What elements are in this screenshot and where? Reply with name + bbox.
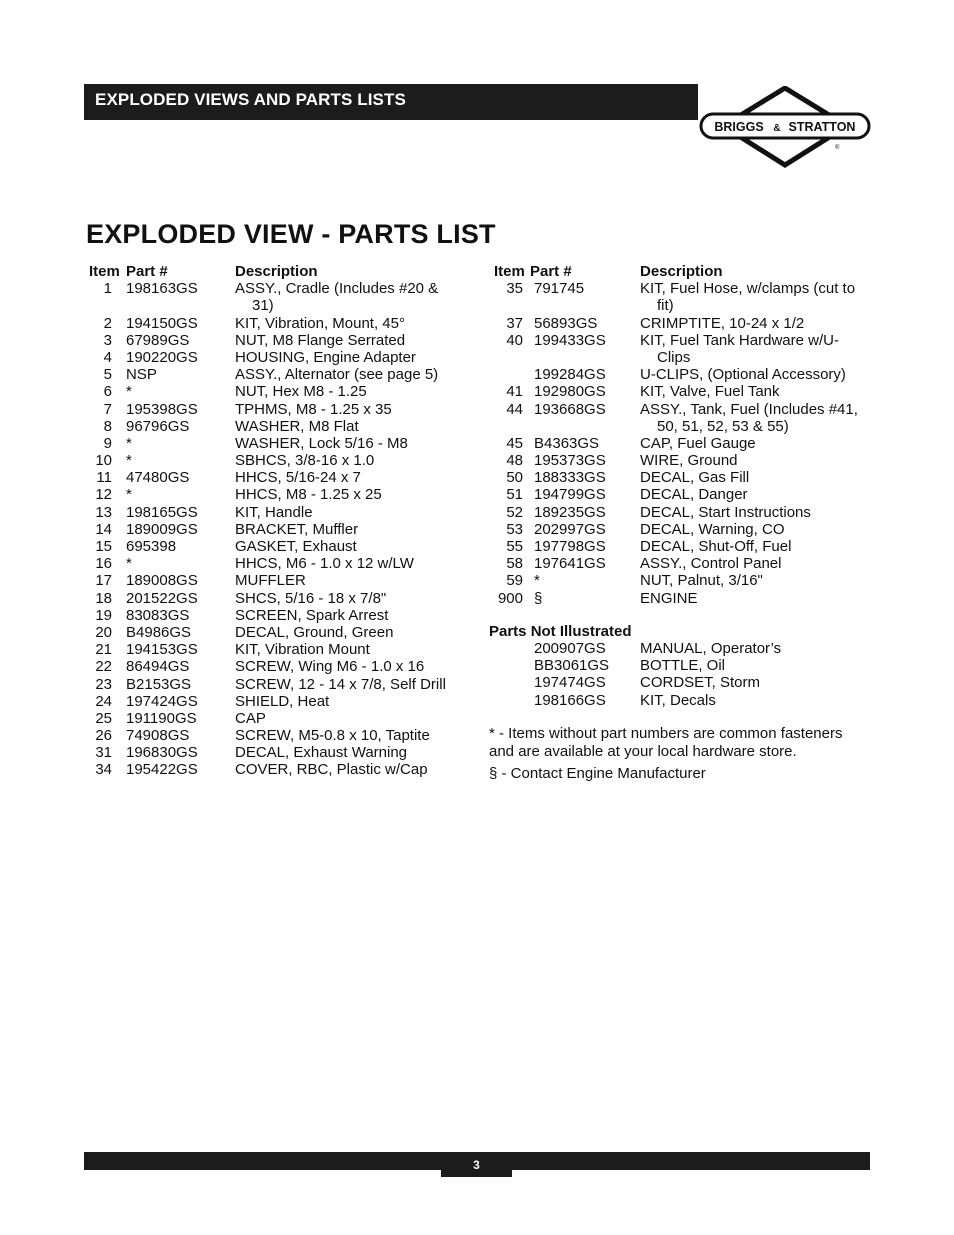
part-number: 189009GS [126,520,198,538]
part-number: 96796GS [126,417,190,435]
part-number: * [126,452,132,470]
table-row [84,332,464,349]
part-number: 201522GS [126,589,198,607]
logo-text-left: BRIGGS [714,120,764,134]
table-row [489,555,879,572]
part-number: 188333GS [534,469,606,487]
description-line: SCREW, Wing M6 - 1.0 x 16 [235,658,425,676]
part-description [640,469,749,486]
logo-ampersand: & [773,123,781,134]
item-number: 31 [95,744,112,762]
fasteners-note: * - Items without part numbers are common fasteners and are available at your local hardware store. [489,725,843,760]
part-number: 195422GS [126,761,198,779]
part-number: 199284GS [534,366,606,384]
part-description: CORDSET, Storm [640,674,761,692]
part-number: * [534,572,540,590]
item-number: 23 [95,675,112,693]
header-description: Description [640,263,723,280]
part-number: 194150GS [126,314,198,332]
header-bar [84,84,698,120]
description-line: WASHER, Lock 5/16 - M8 [235,434,408,452]
part-number: * [126,555,132,573]
description-line: NUT, Palnut, 3/16" [640,572,763,590]
part-number: 189008GS [126,572,198,590]
part-description [235,418,359,435]
item-number: 900 [497,589,523,607]
table-row [84,280,464,314]
item-number: 12 [95,486,112,504]
description-line: HHCS, M8 - 1.25 x 25 [235,486,382,504]
part-description [640,315,804,332]
header-item: Item [89,263,120,280]
page-number: 3 [473,1158,480,1172]
table-row [489,572,879,589]
table-row [84,383,464,400]
table-row [84,676,464,693]
table-row [84,658,464,675]
item-number: 20 [95,623,112,641]
description-line: HHCS, 5/16-24 x 7 [235,469,361,487]
part-description [640,538,791,555]
description-line: CRIMPTITE, 10-24 x 1/2 [640,314,805,332]
part-description [235,607,388,624]
description-line: CAP [235,709,266,727]
part-description [235,624,393,641]
registered-mark: ® [835,145,840,151]
table-row [489,469,879,486]
table-row [84,469,464,486]
description-line: ASSY., Alternator (see page 5) [235,366,439,384]
table-row [84,572,464,589]
table-row [489,486,879,503]
description-line: KIT, Fuel Hose, w/clamps (cut to [640,280,856,298]
part-description [235,486,382,503]
description-continuation: fit) [657,297,674,315]
part-number: 202997GS [534,520,606,538]
part-number: 197424GS [126,692,198,710]
item-number: 7 [103,400,112,418]
table-row [84,727,464,744]
part-number: 192980GS [534,383,606,401]
part-description [235,727,430,744]
description-line: ASSY., Control Panel [640,555,782,573]
header-part: Part # [530,263,572,280]
description-continuation: Clips [657,348,691,366]
item-number: 50 [506,469,523,487]
part-number: 189235GS [534,503,606,521]
description-line: KIT, Vibration, Mount, 45° [235,314,405,332]
part-description [235,676,446,693]
table-row [489,280,879,314]
table-row [489,538,879,555]
part-number: * [126,486,132,504]
part-description [235,572,306,589]
item-number: 26 [95,727,112,745]
item-number: 8 [103,417,112,435]
part-description [235,710,266,727]
description-line: DECAL, Shut-Off, Fuel [640,538,792,556]
description-line: DECAL, Danger [640,486,748,504]
item-number: 3 [103,331,112,349]
description-line: WIRE, Ground [640,452,738,470]
description-line: HHCS, M6 - 1.0 x 12 w/LW [235,555,414,573]
item-number: 15 [95,538,112,556]
part-number: 194153GS [126,641,198,659]
table-row [84,486,464,503]
description-line: U-CLIPS, (Optional Accessory) [640,366,846,384]
part-description [235,693,329,710]
part-number: 83083GS [126,606,190,624]
item-number: 24 [95,692,112,710]
part-description [640,332,839,366]
item-number: 25 [95,709,112,727]
part-number: 67989GS [126,331,190,349]
item-number: 45 [506,434,523,452]
part-description [640,555,781,572]
item-number: 48 [506,452,523,470]
item-number: 52 [506,503,523,521]
table-row [489,521,879,538]
part-description [235,744,407,761]
table-row [489,640,879,657]
part-number: 198166GS [534,691,606,709]
part-description [235,641,370,658]
table-row [84,366,464,383]
item-number: 4 [103,348,112,366]
part-number: § [534,589,543,607]
item-number: 35 [506,280,523,298]
table-row [84,641,464,658]
table-row [84,538,464,555]
part-description [640,504,811,521]
part-number: * [126,383,132,401]
briggs-stratton-logo [697,86,873,168]
description-line: ASSY., Cradle (Includes #20 & [235,280,439,298]
item-number: 59 [506,572,523,590]
part-number: 198163GS [126,280,198,298]
description-line: NUT, M8 Flange Serrated [235,331,406,349]
part-description [235,280,438,314]
item-number: 18 [95,589,112,607]
page-number-box [441,1152,512,1177]
table-header [489,263,879,280]
part-number: 191190GS [126,709,197,727]
part-description [235,469,361,486]
table-row [489,452,879,469]
part-description [235,435,408,452]
part-description: KIT, Decals [640,691,716,709]
not-illustrated-table [489,640,879,709]
part-number: 695398 [126,538,177,556]
part-number: 200907GS [534,640,606,657]
description-line: SCREEN, Spark Arrest [235,606,389,624]
part-description [235,504,313,521]
description-continuation: 50, 51, 52, 53 & 55) [657,417,789,435]
part-description [235,332,405,349]
table-row [84,555,464,572]
description-line: SHIELD, Heat [235,692,330,710]
part-number: 194799GS [534,486,606,504]
item-number: 13 [95,503,112,521]
part-description [235,401,392,418]
part-description [235,383,367,400]
part-number: B4363GS [534,434,600,452]
header-description: Description [235,263,318,280]
table-row [84,761,464,778]
part-number: 193668GS [534,400,606,418]
description-line: DECAL, Gas Fill [640,469,750,487]
description-line: HOUSING, Engine Adapter [235,348,416,366]
part-number: 197798GS [534,538,606,556]
table-row [489,332,879,366]
table-row [84,624,464,641]
table-row [84,315,464,332]
part-number: 198165GS [126,503,198,521]
table-row [489,435,879,452]
part-description [640,280,855,314]
part-description [235,538,357,555]
part-description [235,555,414,572]
item-number: 19 [95,606,112,624]
part-number: B2153GS [126,675,192,693]
table-row [84,504,464,521]
item-number: 6 [103,383,112,401]
part-number: 47480GS [126,469,190,487]
description-line: ENGINE [640,589,698,607]
item-number: 17 [95,572,112,590]
part-number: 195373GS [534,452,606,470]
item-number: 21 [95,641,112,659]
description-line: BRACKET, Muffler [235,520,359,538]
section-title: EXPLODED VIEWS AND PARTS LISTS [95,90,406,109]
description-line: KIT, Valve, Fuel Tank [640,383,780,401]
table-row [84,418,464,435]
table-row [84,693,464,710]
table-row [489,674,879,691]
table-row [489,401,879,435]
header-item: Item [494,263,525,280]
description-line: TPHMS, M8 - 1.25 x 35 [235,400,392,418]
part-description [640,366,846,383]
table-row [84,521,464,538]
item-number: 1 [103,280,112,298]
part-number: 56893GS [534,314,598,332]
item-number: 51 [506,486,523,504]
part-number: 86494GS [126,658,190,676]
description-line: MUFFLER [235,572,306,590]
part-number: NSP [126,366,157,384]
table-row [84,590,464,607]
part-description [235,349,416,366]
description-continuation: 31) [252,297,274,315]
part-description [640,383,780,400]
description-line: COVER, RBC, Plastic w/Cap [235,761,428,779]
item-number: 5 [103,366,112,384]
table-row [489,315,879,332]
part-number: BB3061GS [534,657,610,675]
part-description [640,590,698,607]
item-number: 10 [95,452,112,470]
part-description [640,452,738,469]
table-row [489,657,879,674]
part-number: 197641GS [534,555,606,573]
part-description [235,366,438,383]
part-description [235,761,428,778]
description-line: GASKET, Exhaust [235,538,357,556]
description-line: DECAL, Exhaust Warning [235,744,408,762]
description-line: KIT, Vibration Mount [235,641,370,659]
item-number: 11 [96,469,112,487]
item-number: 41 [506,383,523,401]
logo-text-right: STRATTON [788,120,856,134]
part-description [640,572,763,589]
table-row [489,590,879,607]
item-number: 9 [103,434,112,452]
page-title: EXPLODED VIEW - PARTS LIST [86,219,496,249]
part-number: 197474GS [534,674,606,692]
part-description: BOTTLE, Oil [640,657,726,675]
part-number: B4986GS [126,623,192,641]
part-description [235,590,386,607]
item-number: 22 [95,658,112,676]
item-number: 34 [95,761,112,779]
table-row [489,383,879,400]
item-number: 53 [506,520,523,538]
table-row [489,366,879,383]
description-line: ASSY., Tank, Fuel (Includes #41, [640,400,858,418]
table-row [84,607,464,624]
part-description [235,521,358,538]
description-line: SHCS, 5/16 - 18 x 7/8" [235,589,387,607]
part-number: 190220GS [126,348,198,366]
table-header [84,263,464,280]
part-number: 199433GS [534,331,606,349]
part-number: * [126,434,132,452]
parts-table-right [489,263,879,607]
part-description [235,315,405,332]
part-description [640,486,748,503]
part-description [640,521,785,538]
description-line: SCREW, M5-0.8 x 10, Taptite [235,727,430,745]
description-line: NUT, Hex M8 - 1.25 [235,383,367,401]
item-number: 55 [506,538,523,556]
part-description [640,401,858,435]
part-description [235,658,424,675]
part-description [640,435,756,452]
table-row [84,401,464,418]
table-row [84,710,464,727]
item-number: 37 [506,314,523,332]
description-line: DECAL, Ground, Green [235,623,394,641]
item-number: 40 [506,331,523,349]
table-row [84,435,464,452]
item-number: 16 [95,555,112,573]
table-row [84,744,464,761]
part-number: 791745 [534,280,585,298]
table-row [84,452,464,469]
table-row [489,504,879,521]
description-line: SCREW, 12 - 14 x 7/8, Self Drill [235,675,446,693]
item-number: 44 [506,400,523,418]
description-line: DECAL, Start Instructions [640,503,811,521]
item-number: 2 [103,314,112,332]
header-part: Part # [126,263,168,280]
description-line: KIT, Handle [235,503,313,521]
not-illustrated-title: Parts Not Illustrated [489,623,632,640]
parts-table-left [84,263,464,779]
item-number: 14 [95,520,112,538]
part-description [235,452,374,469]
part-description: MANUAL, Operator’s [640,640,782,657]
item-number: 58 [506,555,523,573]
description-line: WASHER, M8 Flat [235,417,359,435]
description-line: DECAL, Warning, CO [640,520,785,538]
part-number: 195398GS [126,400,198,418]
engine-note: § - Contact Engine Manufacturer [489,765,706,782]
table-row [489,692,879,709]
description-line: KIT, Fuel Tank Hardware w/U- [640,331,839,349]
part-number: 196830GS [126,744,198,762]
description-line: CAP, Fuel Gauge [640,434,756,452]
table-row [84,349,464,366]
part-number: 74908GS [126,727,190,745]
description-line: SBHCS, 3/8-16 x 1.0 [235,452,375,470]
